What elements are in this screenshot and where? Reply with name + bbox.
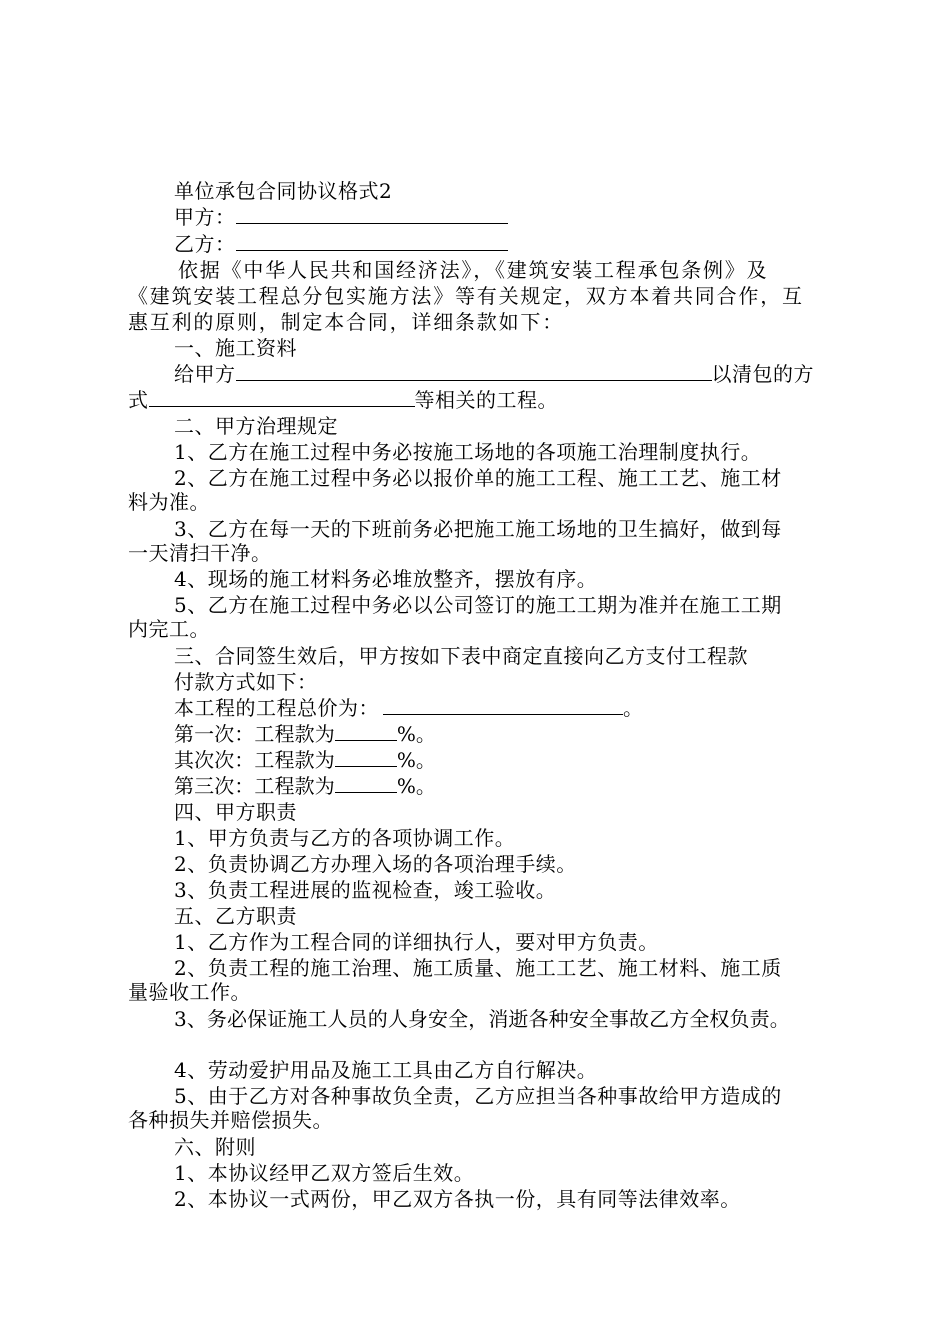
- intro-line-3: 惠互利的原则，制定本合同，详细条款如下：: [128, 310, 564, 334]
- s1-line1-start: 给甲方: [174, 362, 236, 386]
- s2-item-2-cont: 料为准。: [128, 490, 210, 514]
- s1-line2-end: 等相关的工程。: [414, 388, 558, 412]
- payment-label: 付款方式如下：: [174, 670, 318, 694]
- party-a-blank[interactable]: [236, 205, 508, 224]
- s5-item-2: 2、负责工程的施工治理、施工质量、施工工艺、施工材料、施工质: [174, 956, 782, 980]
- s1-method-blank[interactable]: [149, 388, 415, 407]
- installment-3: [174, 773, 436, 799]
- section-6-heading: 六、附则: [174, 1135, 256, 1159]
- s4-item-1: 1、甲方负责与乙方的各项协调工作。: [174, 826, 516, 850]
- party-a-label: 甲方：: [174, 205, 236, 229]
- section-5-heading: 五、乙方职责: [174, 904, 297, 928]
- installment-2-blank[interactable]: [335, 748, 397, 767]
- s2-item-1: 1、乙方在施工过程中务必按施工场地的各项施工治理制度执行。: [174, 440, 762, 464]
- section-1-line-1: [174, 361, 814, 387]
- s2-item-2: 2、乙方在施工过程中务必以报价单的施工工程、施工工艺、施工材: [174, 466, 782, 490]
- s2-item-3-cont: 一天清扫干净。: [128, 541, 272, 565]
- s4-item-2: 2、负责协调乙方办理入场的各项治理手续。: [174, 852, 577, 876]
- s2-item-5: 5、乙方在施工过程中务必以公司签订的施工工期为准并在施工工期: [174, 593, 782, 617]
- installment-3-label: 第三次：工程款为: [174, 774, 335, 798]
- s1-line2-start: 式: [128, 388, 149, 412]
- installment-3-blank[interactable]: [335, 774, 397, 793]
- installment-1-suffix: %。: [396, 722, 437, 746]
- installment-2-label: 其次次：工程款为: [174, 748, 335, 772]
- s6-item-2: 2、本协议一式两份，甲乙双方各执一份，具有同等法律效率。: [174, 1187, 741, 1211]
- installment-3-suffix: %。: [396, 774, 437, 798]
- s1-work-blank[interactable]: [236, 362, 712, 381]
- s1-line1-end: 以清包的方: [711, 362, 814, 386]
- s2-item-3: 3、乙方在每一天的下班前务必把施工施工场地的卫生搞好，做到每: [174, 517, 782, 541]
- intro-line-1: 依据《中华人民共和国经济法》，《建筑安装工程承包条例》及: [178, 258, 769, 282]
- s5-item-5-cont: 各种损失并赔偿损失。: [128, 1108, 333, 1132]
- s5-item-1: 1、乙方作为工程合同的详细执行人，要对甲方负责。: [174, 930, 659, 954]
- s5-item-5: 5、由于乙方对各种事故负全责，乙方应担当各种事故给甲方造成的: [174, 1084, 782, 1108]
- section-4-heading: 四、甲方职责: [174, 800, 297, 824]
- section-3-heading: 三、合同签生效后，甲方按如下表中商定直接向乙方支付工程款: [174, 644, 748, 668]
- s5-item-2-cont: 量验收工作。: [128, 980, 251, 1004]
- installment-1-label: 第一次：工程款为: [174, 722, 335, 746]
- s2-item-4: 4、现场的施工材料务必堆放整齐，摆放有序。: [174, 567, 598, 591]
- document-title: 单位承包合同协议格式2: [174, 179, 393, 203]
- s6-item-1: 1、本协议经甲乙双方签后生效。: [174, 1161, 475, 1185]
- s5-item-4: 4、劳动爱护用品及施工工具由乙方自行解决。: [174, 1058, 598, 1082]
- s5-item-3: 3、务必保证施工人员的人身安全，消逝各种安全事故乙方全权负责。: [174, 1007, 790, 1031]
- party-b-blank[interactable]: [236, 232, 508, 251]
- installment-1-blank[interactable]: [335, 722, 397, 741]
- party-b-label: 乙方：: [174, 232, 236, 256]
- total-price-end: 。: [623, 696, 644, 720]
- total-price-label: 本工程的工程总价为：: [174, 696, 379, 720]
- total-price-blank[interactable]: [383, 696, 623, 715]
- party-b-line: [174, 231, 508, 257]
- installment-2: [174, 747, 436, 773]
- s4-item-3: 3、负责工程进展的监视检查，竣工验收。: [174, 878, 557, 902]
- section-1-line-2: [128, 387, 558, 413]
- total-price-line: [174, 695, 644, 721]
- party-a-line: [174, 204, 508, 230]
- section-2-heading: 二、甲方治理规定: [174, 414, 338, 438]
- installment-1: [174, 721, 436, 747]
- section-1-heading: 一、施工资料: [174, 336, 297, 360]
- installment-2-suffix: %。: [396, 748, 437, 772]
- s2-item-5-cont: 内完工。: [128, 617, 210, 641]
- intro-line-2: 《建筑安装工程总分包实施方法》等有关规定，双方本着共同合作，互: [128, 284, 804, 308]
